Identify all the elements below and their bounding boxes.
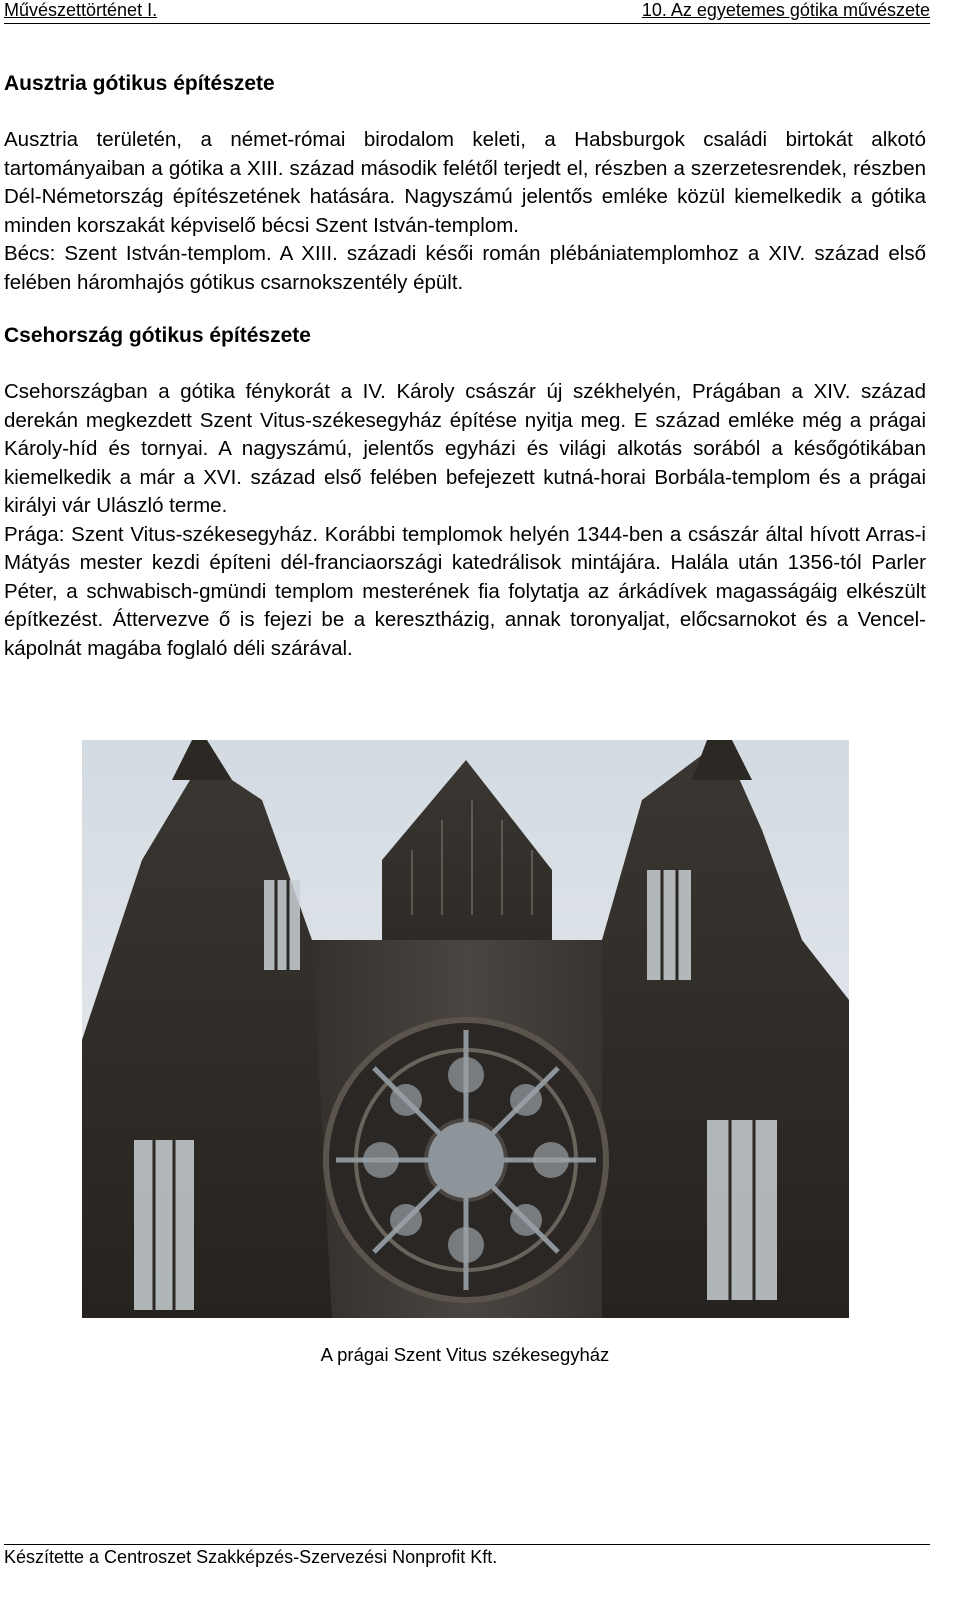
- course-title: Művészettörténet I.: [4, 0, 158, 20]
- paragraph-vienna: Bécs: Szent István-templom. A XIII. századi késői román plébániatemplomhoz a XIV. század első felében háromhajós gótikus csarnokszentély épült.: [4, 242, 926, 294]
- footer-divider: [4, 1544, 930, 1545]
- paragraph-austria-intro: Ausztria területén, a német-római birodalom keleti, a Habsburgok családi birtokát alkotó tartományaiban a gótika a XIII. század második felétől terjedt el, részben a szerzetesrendek, részben Dél-Németország építészetének hatására. Nagyszámú jelentős emléke közül kiemelkedik a gótika minden korszakát képviselő bécsi Szent István-templom.: [4, 128, 926, 237]
- section-heading-bohemia: Csehország gótikus építészete: [4, 324, 311, 347]
- cathedral-photo: [82, 740, 849, 1318]
- paragraph-prague: Prága: Szent Vitus-székesegyház. Korábbi templomok helyén 1344-ben a császár által hívott Arras-i Mátyás mester kezdi építeni dél-franciaországi katedrálisok mintájára. Halála után 1356-tól Parler Péter, a schwabisch-gmündi templom mesterének fia folytatja az árkádívek magasságáig elkészült építkezést. Áttervezve ő is fejezi be a keresztházig, annak toronyaljat, előcsarnokot és a Vencel-kápolnát magába foglaló déli szárával.: [4, 522, 926, 660]
- paragraph-bohemia-intro: Csehországban a gótika fénykorát a IV. Károly császár új székhelyén, Prágában a XIV. század derekán megkezdett Szent Vitus-székesegyház építése nyitja meg. E század emléke még a prágai Károly-híd és tornyai. A nagyszámú, jelentős egyházi és világi alkotás sorából a későgótikában kiemelkedik a már a XVI. század első felében befejezett kutná-horai Borbála-templom és a prágai királyi vár Ulászló terme.: [4, 380, 926, 517]
- footer-credit: Készítette a Centroszet Szakképzés-Szervezési Nonprofit Kft.: [4, 1547, 498, 1567]
- header-divider: [4, 23, 930, 24]
- page-header: [0, 0, 960, 24]
- chapter-title: 10. Az egyetemes gótika művészete: [641, 0, 930, 20]
- main-content: [4, 70, 926, 663]
- figure-caption: A prágai Szent Vitus székesegyház: [320, 1344, 610, 1365]
- section-heading-austria: Ausztria gótikus építészete: [4, 72, 275, 95]
